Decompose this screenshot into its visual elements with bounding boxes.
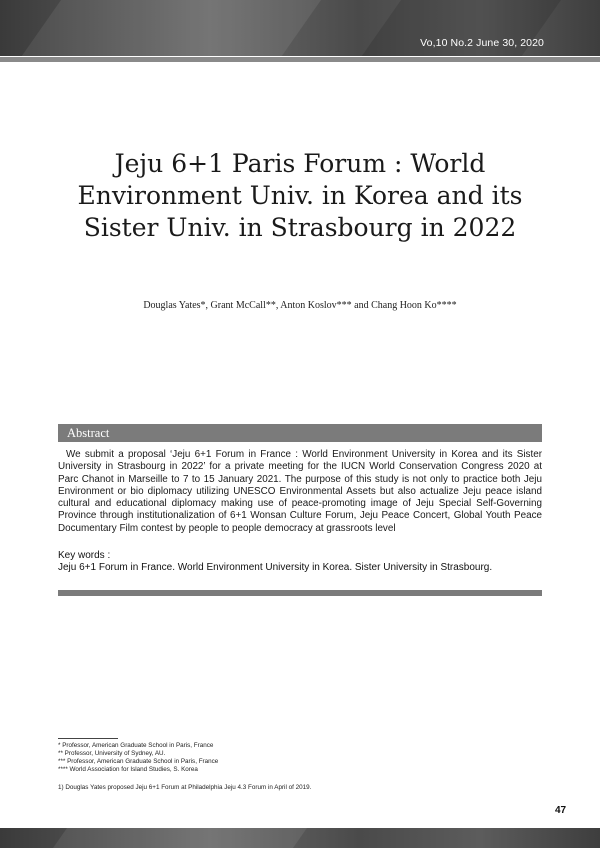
footnote-item: * Professor, American Graduate School in Paris, France — [58, 742, 214, 749]
footnote-rule — [58, 738, 118, 739]
keywords-label: Key words : — [58, 550, 111, 561]
footnote-item: *** Professor, American Graduate School in Paris, France — [58, 758, 219, 765]
footnotes — [58, 742, 542, 774]
paper-title — [60, 148, 540, 244]
section-divider — [58, 590, 542, 596]
keywords-text: Jeju 6+1 Forum in France. World Environment University in Korea. Sister University in Strasbourg. — [58, 562, 493, 573]
footnote-item: **** World Association for Island Studies, S. Korea — [58, 766, 198, 773]
footer-band — [0, 828, 600, 848]
footnote-1: 1) Douglas Yates proposed Jeju 6+1 Forum at Philadelphia Jeju 4.3 Forum in April of 2019. — [58, 784, 312, 791]
abstract-heading: Abstract — [67, 426, 110, 440]
author-list: Douglas Yates*, Grant McCall**, Anton Koslov*** and Chang Hoon Ko**** — [143, 300, 457, 311]
title-line-3: Sister Univ. in Strasbourg in 2022 — [83, 213, 517, 242]
header-shade — [0, 0, 349, 56]
journal-issue: Vo,10 No.2 June 30, 2020 — [420, 37, 544, 49]
title-line-1: Jeju 6+1 Paris Forum : World — [114, 149, 486, 178]
header-band — [0, 0, 600, 56]
page-number: 47 — [555, 805, 567, 816]
header-rule — [0, 57, 600, 62]
footnote-item: ** Professor, University of Sydney, AU. — [58, 750, 166, 757]
footer-shade — [39, 828, 321, 848]
title-line-2: Environment Univ. in Korea and its — [77, 181, 523, 210]
abstract-text: We submit a proposal ‘Jeju 6+1 Forum in France : World Environment University in Korea and its Sister University in Strasbourg in 2022’ for a private meeting for the IUCN World Conservation Congress 2020 at Parc Chanot in Marseille to 7 to 15 January 2021. The purpose of this study is not only to practice both Jeju Environment or bio diplomacy utilizing UNESCO Environmental Assets but also actualize Jeju peace island cultural and educational diplomacy making use of peace-promoting image of Jeju Special Self-Governing Province through institutionalization of 6+1 Wonsan Culture Forum, Jeju Peace Concert, Global Youth Peace Documentary Film contest by people to people democracy at grassroots level — [58, 449, 542, 534]
abstract-heading-bar — [58, 424, 542, 442]
